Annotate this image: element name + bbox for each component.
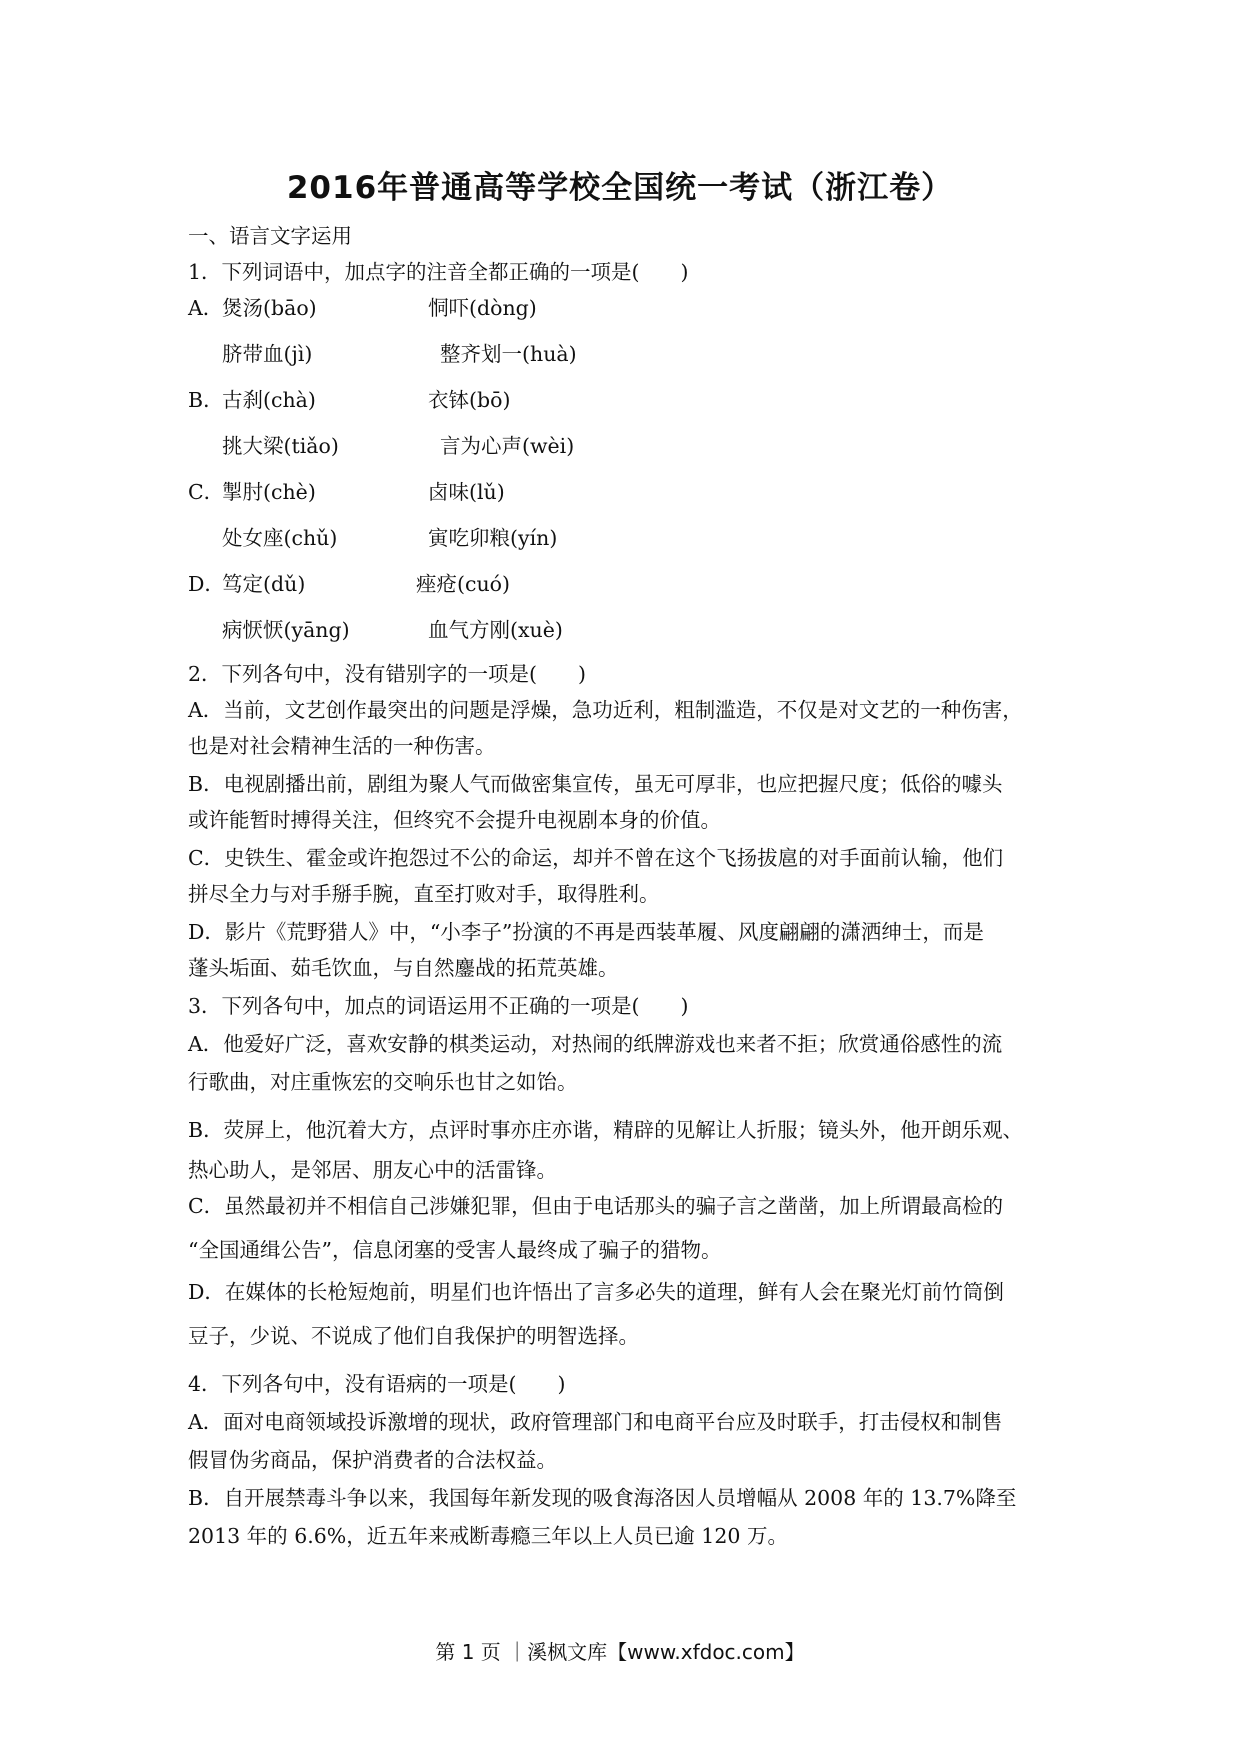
q4-text-line: A．面对电商领域投诉激增的现状，政府管理部门和电商平台应及时联手，打击侵权和制售: [188, 1410, 1003, 1434]
q1-option-b-item: 衣钵(bō): [428, 388, 511, 412]
q1-option-a-item: 整齐划一(huà): [440, 342, 577, 366]
q1-option-a-label: A．: [188, 296, 224, 320]
q2-text-line: C．史铁生、霍金或许抱怨过不公的命运，却并不曾在这个飞扬拔扈的对手面前认输，他们: [188, 846, 1004, 870]
q4-text-line: 假冒伪劣商品，保护消费者的合法权益。: [188, 1448, 557, 1472]
q1-option-b-item: 古刹(chà): [222, 388, 316, 412]
q3-text-line: “全国通缉公告”，信息闭塞的受害人最终成了骗子的猎物。: [188, 1238, 722, 1262]
page-title: 2016年普通高等学校全国统一考试（浙江卷）: [286, 170, 954, 206]
q2-text-line: 拼尽全力与对手掰手腕，直至打败对手，取得胜利。: [188, 882, 660, 906]
q2-text-line: D．影片《荒野猎人》中，“小李子”扮演的不再是西装革履、风度翩翩的潇洒绅士，而是: [188, 920, 984, 944]
q1-option-b-item: 言为心声(wèi): [440, 434, 575, 458]
q2-text-line: 或许能暂时搏得关注，但终究不会提升电视剧本身的价值。: [188, 808, 721, 832]
q1-option-a-item: 恫吓(dòng): [428, 296, 537, 320]
q3-text-line: B．荧屏上，他沉着大方，点评时事亦庄亦谐，精辟的见解让人折服；镜头外，他开朗乐观、: [188, 1118, 1024, 1142]
q1-option-d-item: 血气方刚(xuè): [428, 618, 563, 642]
question-3-stem: 3．下列各句中，加点的词语运用不正确的一项是( ): [188, 994, 689, 1018]
q3-text-line: A．他爱好广泛，喜欢安静的棋类运动，对热闹的纸牌游戏也来者不拒；欣赏通俗感性的流: [188, 1032, 1003, 1056]
q1-option-c-item: 寅吃卯粮(yín): [428, 526, 558, 550]
q1-option-c-item: 掣肘(chè): [222, 480, 316, 504]
q3-text-line: D．在媒体的长枪短炮前，明星们也许悟出了言多必失的道理，鲜有人会在聚光灯前竹筒倒: [188, 1280, 1004, 1304]
question-1-stem: 1．下列词语中，加点字的注音全都正确的一项是( ): [188, 260, 689, 284]
page-footer: 第 1 页 ｜溪枫文库【www.xfdoc.com】: [435, 1640, 805, 1664]
q1-option-a-item: 煲汤(bāo): [222, 296, 317, 320]
q3-text-line: C．虽然最初并不相信自己涉嫌犯罪，但由于电话那头的骗子言之凿凿，加上所谓最高检的: [188, 1194, 1004, 1218]
q3-text-line: 豆子，少说、不说成了他们自我保护的明智选择。: [188, 1324, 639, 1348]
q1-option-d-item: 笃定(dǔ): [222, 572, 306, 596]
q1-option-c-item: 卤味(lǔ): [428, 480, 505, 504]
q2-text-line: B．电视剧播出前，剧组为聚人气而做密集宣传，虽无可厚非，也应把握尺度；低俗的噱头: [188, 772, 1003, 796]
q4-text-line: B．自开展禁毒斗争以来，我国每年新发现的吸食海洛因人员增幅从 2008 年的 13.7%降至: [188, 1486, 1017, 1510]
q3-text-line: 行歌曲，对庄重恢宏的交响乐也甘之如饴。: [188, 1070, 578, 1094]
question-2-stem: 2．下列各句中，没有错别字的一项是( ): [188, 662, 587, 686]
q1-option-a-item: 脐带血(jì): [222, 342, 313, 366]
q3-text-line: 热心助人，是邻居、朋友心中的活雷锋。: [188, 1158, 557, 1182]
q1-option-b-label: B．: [188, 388, 224, 412]
q2-text-line: 蓬头垢面、茹毛饮血，与自然鏖战的拓荒英雄。: [188, 956, 619, 980]
q4-text-line: 2013 年的 6.6%，近五年来戒断毒瘾三年以上人员已逾 120 万。: [188, 1524, 788, 1548]
section-heading: 一、语言文字运用: [188, 224, 352, 248]
q2-text-line: 也是对社会精神生活的一种伤害。: [188, 734, 496, 758]
q1-option-d-item: 痤疮(cuó): [416, 572, 511, 596]
q1-option-d-label: D．: [188, 572, 225, 596]
q1-option-b-item: 挑大梁(tiǎo): [222, 434, 339, 458]
q2-text-line: A．当前，文艺创作最突出的问题是浮燥，急功近利，粗制滥造，不仅是对文艺的一种伤害，: [188, 698, 1023, 722]
q1-option-c-item: 处女座(chǔ): [222, 526, 338, 550]
q1-option-c-label: C．: [188, 480, 225, 504]
question-4-stem: 4．下列各句中，没有语病的一项是( ): [188, 1372, 566, 1396]
q1-option-d-item: 病恹恹(yāng): [222, 618, 350, 642]
